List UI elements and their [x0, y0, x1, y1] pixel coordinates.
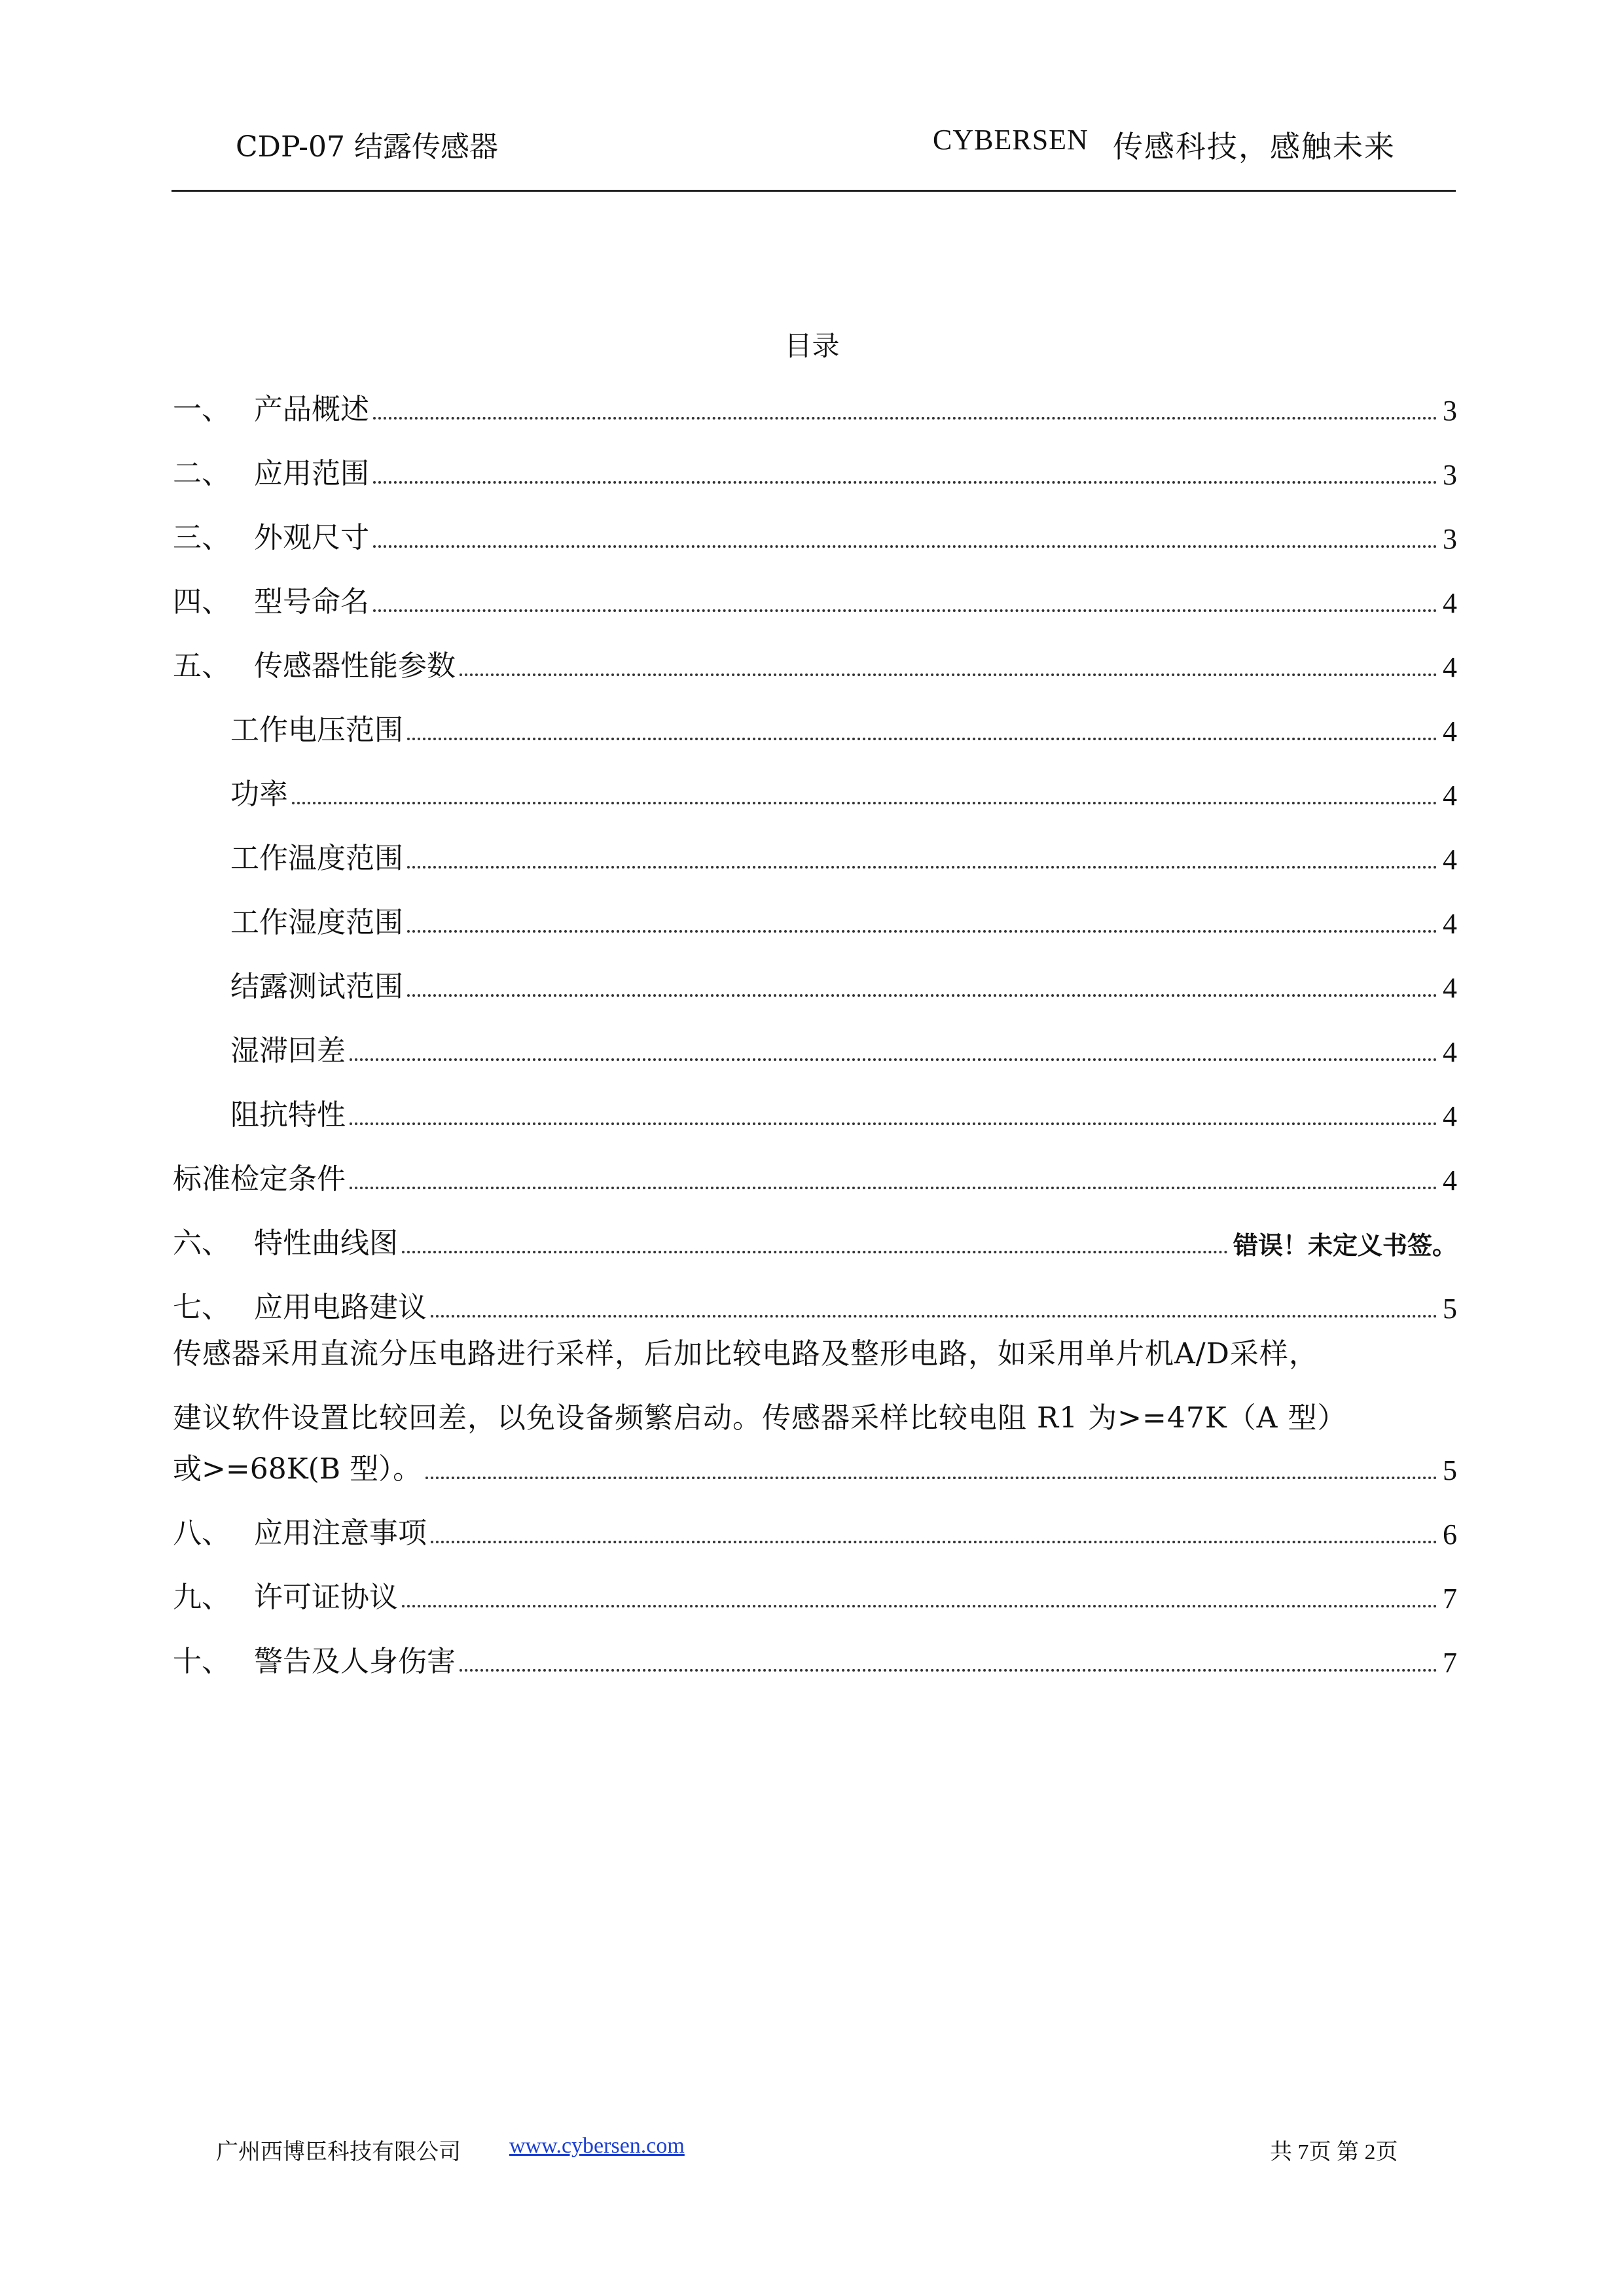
table-of-contents [173, 363, 1457, 1325]
header-divider [171, 190, 1456, 192]
toc-label: 结露测试范围 [230, 970, 403, 1003]
toc-label: 或>=68K(B 型）。 [173, 1452, 422, 1486]
toc-page: 4 [1443, 651, 1457, 683]
footer-company: 广州西博臣科技有限公司 [216, 2140, 461, 2164]
toc-entry[interactable] [173, 363, 1457, 427]
toc-label: 阻抗特性 [230, 1098, 346, 1132]
toc-leader [431, 1315, 1437, 1318]
toc-subentry[interactable] [173, 684, 1457, 748]
toc-label: 警告及人身伤害 [254, 1645, 456, 1678]
toc-entry[interactable] [173, 1615, 1457, 1679]
header-slogan: 传感科技，感触未来 [1113, 129, 1396, 164]
toc-subentry[interactable] [173, 748, 1457, 812]
toc-subentry[interactable] [173, 1069, 1457, 1133]
toc-number: 五、 [173, 649, 230, 683]
toc-label: 工作温度范围 [230, 842, 403, 875]
toc-label: 标准检定条件 [173, 1162, 346, 1196]
toc-page: 4 [1443, 1164, 1457, 1196]
toc-leader [407, 994, 1437, 997]
toc-paragraph-line-1: 传感器采用直流分压电路进行采样，后加比较电路及整形电路，如采用单片机A/D采样， [173, 1337, 1318, 1371]
toc-page: 4 [1443, 587, 1457, 619]
toc-page: 4 [1443, 1036, 1457, 1068]
toc-label: 特性曲线图 [254, 1227, 398, 1260]
toc-leader [350, 1058, 1437, 1061]
footer-page-count: 共 7页 第 2页 [1270, 2140, 1398, 2164]
toc-label: 工作湿度范围 [230, 906, 403, 939]
toc-entry[interactable] [173, 1261, 1457, 1325]
toc-page: 3 [1443, 523, 1457, 555]
toc-page: 4 [1443, 844, 1457, 876]
toc-page: 7 [1443, 1583, 1457, 1615]
toc-subentry[interactable] [173, 812, 1457, 876]
toc-entry[interactable] [173, 620, 1457, 684]
toc-page: 7 [1443, 1647, 1457, 1679]
toc-entry[interactable] [173, 1197, 1457, 1261]
toc-page: 4 [1443, 715, 1457, 747]
toc-leader [431, 1541, 1437, 1543]
header-product-name: CDP-07 结露传感器 [236, 130, 498, 164]
toc-label: 应用范围 [254, 457, 369, 490]
toc-number: 一、 [173, 393, 230, 426]
toc-entry[interactable] [173, 1133, 1457, 1197]
toc-leader [425, 1477, 1437, 1479]
toc-page: 4 [1443, 972, 1457, 1004]
toc-label: 应用注意事项 [254, 1516, 427, 1550]
toc-leader [292, 802, 1437, 804]
toc-number: 九、 [173, 1581, 230, 1614]
toc-page: 5 [1443, 1454, 1457, 1486]
toc-label: 许可证协议 [254, 1581, 398, 1614]
toc-number: 七、 [173, 1291, 230, 1324]
toc-subentry[interactable] [173, 876, 1457, 941]
toc-label: 产品概述 [254, 393, 369, 426]
toc-label: 传感器性能参数 [254, 649, 456, 683]
toc-title: 目录 [784, 330, 840, 362]
toc-leader [373, 545, 1437, 548]
toc-number: 八、 [173, 1516, 230, 1550]
toc-leader [373, 609, 1437, 612]
toc-page: 4 [1443, 908, 1457, 940]
toc-leader [402, 1605, 1437, 1607]
header-brand: CYBERSEN [933, 124, 1089, 156]
toc-leader [402, 1251, 1228, 1253]
toc-entry[interactable] [173, 492, 1457, 556]
toc-label: 功率 [230, 778, 288, 811]
toc-subentry[interactable] [173, 941, 1457, 1005]
toc-entry[interactable] [173, 427, 1457, 492]
toc-label: 湿滞回差 [230, 1034, 346, 1067]
toc-page: 6 [1443, 1518, 1457, 1551]
toc-number: 四、 [173, 585, 230, 619]
toc-number: 十、 [173, 1645, 230, 1678]
toc-leader [460, 1669, 1437, 1672]
toc-page-error: 错误！未定义书签。 [1233, 1231, 1457, 1260]
toc-label: 型号命名 [254, 585, 369, 619]
toc-label: 外观尺寸 [254, 521, 369, 554]
toc-leader [373, 417, 1437, 420]
toc-label: 工作电压范围 [230, 713, 403, 747]
toc-entry[interactable] [173, 1423, 1457, 1487]
toc-subentry[interactable] [173, 1005, 1457, 1069]
toc-leader [350, 1122, 1437, 1125]
toc-number: 六、 [173, 1227, 230, 1260]
toc-paragraph-line-2: 建议软件设置比较回差，以免设备频繁启动。传感器采样比较电阻 R1 为>=47K（A 型） [173, 1401, 1347, 1435]
toc-number: 二、 [173, 457, 230, 490]
toc-leader [407, 930, 1437, 933]
toc-page: 5 [1443, 1293, 1457, 1325]
toc-leader [407, 738, 1437, 740]
toc-paragraph-entry [173, 1423, 1457, 1679]
toc-number: 三、 [173, 521, 230, 554]
toc-leader [373, 481, 1437, 484]
toc-leader [407, 866, 1437, 869]
toc-page: 3 [1443, 395, 1457, 427]
toc-label: 应用电路建议 [254, 1291, 427, 1324]
toc-entry[interactable] [173, 556, 1457, 620]
footer-website-link[interactable]: www.cybersen.com [509, 2134, 685, 2158]
toc-page: 4 [1443, 780, 1457, 812]
toc-leader [460, 673, 1437, 676]
toc-page: 3 [1443, 459, 1457, 491]
toc-leader [350, 1187, 1437, 1189]
toc-entry[interactable] [173, 1487, 1457, 1551]
toc-entry[interactable] [173, 1551, 1457, 1615]
toc-page: 4 [1443, 1100, 1457, 1132]
